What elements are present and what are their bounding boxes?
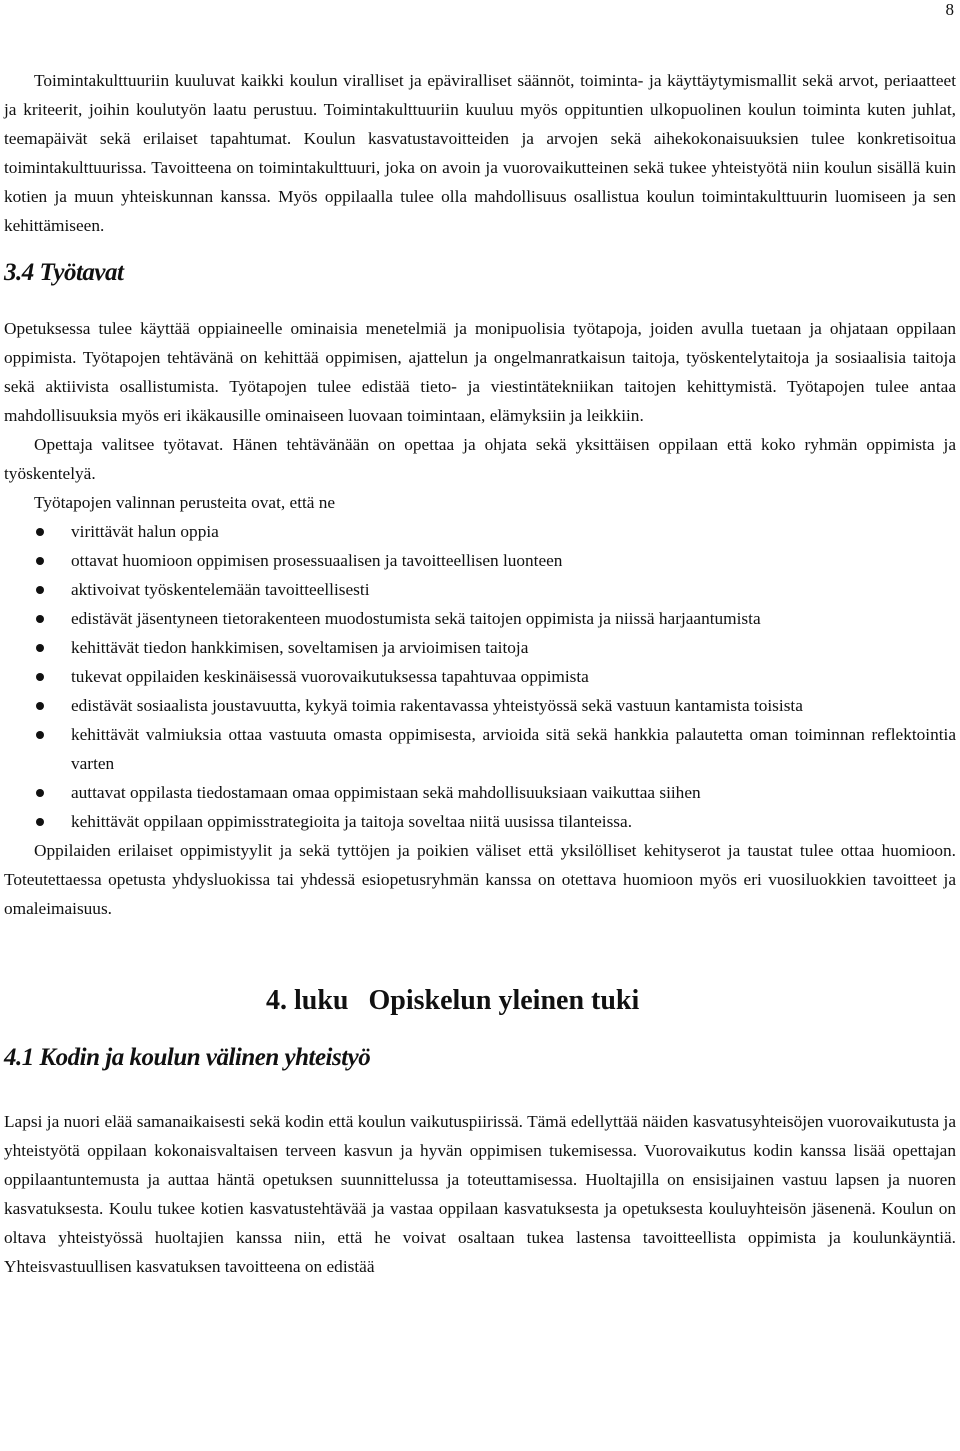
list-item: edistävät jäsentyneen tietorakenteen muodostumista sekä taitojen oppimista ja niissä harjaantumista — [4, 604, 956, 633]
criteria-list — [4, 517, 956, 836]
bullet-icon — [36, 644, 44, 652]
bullet-icon — [36, 673, 44, 681]
section-4-1-paragraph: Lapsi ja nuori elää samanaikaisesti sekä kodin että koulun vaikutuspiirissä. Tämä edellyttää näiden kasvatusyhteisöjen vuorovaikutusta ja yhteistyötä oppilaan kokonaisvaltaisen terveen kasvun ja hyvän oppimisen tukemisessa. Vuorovaikutus kodin kanssa lisää opettajan oppilaantuntemusta ja auttaa häntä opetuksen suunnittelussa ja toteuttamisessa. Huoltajilla on ensisijainen vastuu lapsen ja nuoren kasvatuksesta. Koulu tukee kotien kasvatustehtävää ja vastaa oppilaan kasvatuksesta ja opetuksesta kouluyhteisön jäsenenä. Koulun on oltava yhteistyössä huoltajien kanssa niin, että he voivat osaltaan tukea lastensa tavoitteellista oppimista ja koulunkäyntiä. Yhteisvastuullisen kasvatuksen tavoitteena on edistää — [4, 1112, 956, 1276]
list-item: kehittävät tiedon hankkimisen, soveltamisen ja arvioimisen taitoja — [4, 633, 956, 662]
chapter-number: 4. luku — [266, 985, 349, 1016]
list-item: ottavat huomioon oppimisen prosessuaalisen ja tavoitteellisen luonteen — [4, 546, 956, 575]
section-3-4-heading: 3.4 Työtavat — [4, 259, 124, 286]
bullet-icon — [36, 557, 44, 565]
list-item: kehittävät valmiuksia ottaa vastuuta omasta oppimisesta, arvioida sitä sekä hankkia palautetta oman toiminnan reflektointia varten — [4, 720, 956, 778]
list-item: auttavat oppilasta tiedostamaan omaa oppimistaan sekä mahdollisuuksiaan vaikuttaa siihen — [4, 778, 956, 807]
bullet-icon — [36, 528, 44, 536]
bullet-icon — [36, 586, 44, 594]
bullet-icon — [36, 702, 44, 710]
chapter-heading — [4, 983, 956, 1019]
intro-paragraph: Toimintakulttuuriin kuuluvat kaikki koulun viralliset ja epäviralliset säännöt, toiminta- ja käyttäytymismallit sekä arvot, periaatteet ja kriteerit, joihin koulutyön laatu perustuu. Toimintakulttuuriin kuuluu myös oppituntien ulkopuolinen koulun toiminta kuten juhlat, teemapäivät sekä erilaiset tapahtumat. Koulun kasvatustavoitteiden ja arvojen sekä aihekokonaisuuksien tulee konkretisoitua toimintakulttuurissa. Tavoitteena on toimintakulttuuri, joka on avoin ja vuorovaikutteinen sekä tukee yhteistyötä niin koulun sisällä kuin kotien ja muun yhteiskunnan kanssa. Myös oppilaalla tulee olla mahdollisuus osallistua koulun toimintakulttuurin luomiseen ja sen kehittämiseen. — [4, 71, 956, 235]
chapter-title: Opiskelun yleinen tuki — [368, 985, 640, 1016]
section-4-1-heading: 4.1 Kodin ja koulun välinen yhteistyö — [4, 1044, 371, 1071]
list-item: virittävät halun oppia — [4, 517, 956, 546]
page-number: 8 — [945, 0, 954, 19]
list-item: edistävät sosiaalista joustavuutta, kykyä toimia rakentavassa yhteistyössä sekä vastuun kantamista toisista — [4, 691, 956, 720]
list-item: aktivoivat työskentelemään tavoitteellisesti — [4, 575, 956, 604]
section-3-4-paragraph-1: Opetuksessa tulee käyttää oppiaineelle ominaisia menetelmiä ja monipuolisia työtapoja, joiden avulla tuetaan ja ohjataan oppilaan oppimista. Työtapojen tehtävänä on kehittää oppimisen, ajattelun ja ongelmanratkaisun taitoja, työskentelytaitoja ja sosiaalisia taitoja sekä aktiivista osallistumista. Työtapojen tulee edistää tieto- ja viestintätekniikan taitojen kehittymistä. Työtapojen tulee antaa mahdollisuuksia myös eri ikäkausille ominaiseen luovaan toimintaan, elämyksiin ja leikkiin. — [4, 319, 956, 425]
bullet-icon — [36, 731, 44, 739]
document-body — [4, 66, 956, 1281]
list-intro: Työtapojen valinnan perusteita ovat, että ne — [34, 493, 336, 512]
bullet-icon — [36, 789, 44, 797]
section-3-4-paragraph-3: Oppilaiden erilaiset oppimistyylit ja sekä tyttöjen ja poikien väliset että yksilölliset kehityserot ja taustat tulee ottaa huomioon. Toteutettaessa opetusta yhdysluokissa tai yhdessä esiopetusryhmän kanssa on otettava huomioon myös eri vuosiluokkien tavoitteet ja omaleimaisuus. — [4, 841, 956, 918]
bullet-icon — [36, 615, 44, 623]
list-item: kehittävät oppilaan oppimisstrategioita ja taitoja soveltaa niitä uusissa tilanteissa. — [4, 807, 956, 836]
section-3-4-paragraph-2: Opettaja valitsee työtavat. Hänen tehtävänään on opettaa ja ohjata sekä yksittäisen oppilaan että koko ryhmän oppimista ja työskentelyä. — [4, 435, 956, 483]
bullet-icon — [36, 818, 44, 826]
list-item: tukevat oppilaiden keskinäisessä vuorovaikutuksessa tapahtuvaa oppimista — [4, 662, 956, 691]
